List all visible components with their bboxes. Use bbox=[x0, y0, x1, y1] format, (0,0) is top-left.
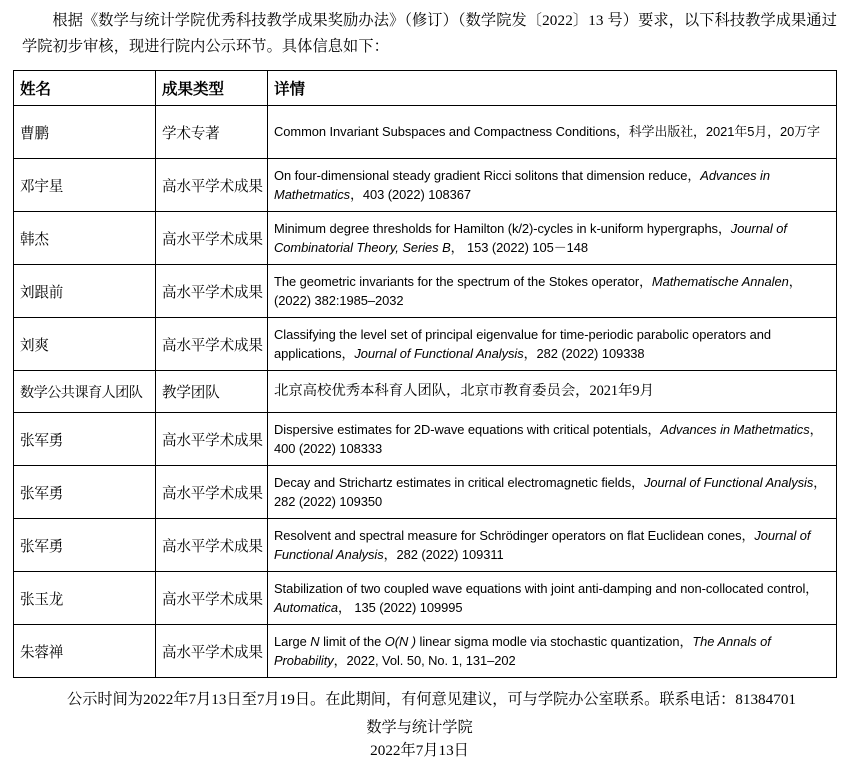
cell-type: 教学团队 bbox=[156, 371, 268, 413]
table-row bbox=[14, 106, 837, 159]
results-table bbox=[13, 70, 837, 678]
table-row bbox=[14, 159, 837, 212]
results-table-container bbox=[0, 60, 859, 678]
column-header-type: 成果类型 bbox=[156, 71, 268, 106]
table-row bbox=[14, 413, 837, 466]
cell-detail: Stabilization of two coupled wave equations with joint anti-damping and non-collocated control，Automatica， 135 (2022) 109995 bbox=[268, 572, 837, 625]
cell-type: 学术专著 bbox=[156, 106, 268, 159]
cell-name: 张军勇 bbox=[14, 413, 156, 466]
cell-name: 刘跟前 bbox=[14, 265, 156, 318]
cell-detail: Dispersive estimates for 2D-wave equations with critical potentials，Advances in Mathetmatics，400 (2022) 108333 bbox=[268, 413, 837, 466]
cell-detail: Common Invariant Subspaces and Compactness Conditions，科学出版社，2021年5月，20万字 bbox=[268, 106, 837, 159]
cell-type: 高水平学术成果 bbox=[156, 625, 268, 678]
cell-detail: Large N limit of the O(N ) linear sigma modle via stochastic quantization，The Annals of Probability，2022, Vol. 50, No. 1, 131–202 bbox=[268, 625, 837, 678]
table-row bbox=[14, 371, 837, 413]
cell-type: 高水平学术成果 bbox=[156, 413, 268, 466]
table-head bbox=[14, 71, 837, 106]
cell-name: 朱蓉禅 bbox=[14, 625, 156, 678]
intro-paragraph: 根据《数学与统计学院优秀科技教学成果奖励办法》（修订）（数学院发〔2022〕13 号）要求，以下科技教学成果通过学院初步审核，现进行院内公示环节。具体信息如下： bbox=[22, 12, 837, 55]
cell-detail: Resolvent and spectral measure for Schrödinger operators on flat Euclidean cones，Journal of Functional Analysis，282 (2022) 109311 bbox=[268, 519, 837, 572]
cell-detail: Classifying the level set of principal eigenvalue for time-periodic parabolic operators and applications，Journal of Functional Analysis，282 (2022) 109338 bbox=[268, 318, 837, 371]
cell-detail: 北京高校优秀本科育人团队，北京市教育委员会，2021年9月 bbox=[268, 371, 837, 413]
cell-type: 高水平学术成果 bbox=[156, 466, 268, 519]
cell-name: 韩杰 bbox=[14, 212, 156, 265]
cell-name: 数学公共课育人团队 bbox=[14, 371, 156, 413]
table-header-row bbox=[14, 71, 837, 106]
column-header-detail: 详情 bbox=[268, 71, 837, 106]
table-body bbox=[14, 106, 837, 678]
cell-name: 张军勇 bbox=[14, 466, 156, 519]
table-row bbox=[14, 212, 837, 265]
table-row bbox=[14, 318, 837, 371]
cell-name: 曹鹏 bbox=[14, 106, 156, 159]
cell-name: 邓宇星 bbox=[14, 159, 156, 212]
cell-type: 高水平学术成果 bbox=[156, 519, 268, 572]
public-notice-period: 公示时间为2022年7月13日至7月19日。在此期间，有何意见建议，可与学院办公室联系。联系电话：81384701 bbox=[67, 691, 796, 708]
cell-type: 高水平学术成果 bbox=[156, 212, 268, 265]
cell-detail: Decay and Strichartz estimates in critical electromagnetic fields，Journal of Functional Analysis，282 (2022) 109350 bbox=[268, 466, 837, 519]
cell-name: 刘爽 bbox=[14, 318, 156, 371]
cell-detail: On four-dimensional steady gradient Ricci solitons that dimension reduce，Advances in Mathetmatics，403 (2022) 108367 bbox=[268, 159, 837, 212]
cell-type: 高水平学术成果 bbox=[156, 159, 268, 212]
footer-block bbox=[0, 678, 859, 762]
column-header-name: 姓名 bbox=[14, 71, 156, 106]
table-row bbox=[14, 625, 837, 678]
cell-detail: Minimum degree thresholds for Hamilton (k/2)-cycles in k-uniform hypergraphs，Journal of Combinatorial Theory, Series B， 153 (2022) 105－148 bbox=[268, 212, 837, 265]
cell-name: 张玉龙 bbox=[14, 572, 156, 625]
table-row bbox=[14, 519, 837, 572]
table-row bbox=[14, 466, 837, 519]
cell-type: 高水平学术成果 bbox=[156, 318, 268, 371]
table-row bbox=[14, 265, 837, 318]
signature-block bbox=[22, 712, 837, 762]
cell-detail: The geometric invariants for the spectrum of the Stokes operator，Mathematische Annalen，(2022) 382:1985–2032 bbox=[268, 265, 837, 318]
cell-type: 高水平学术成果 bbox=[156, 265, 268, 318]
cell-type: 高水平学术成果 bbox=[156, 572, 268, 625]
issuing-department: 数学与统计学院 bbox=[366, 719, 473, 736]
issue-date: 2022年7月13日 bbox=[370, 742, 469, 759]
cell-name: 张军勇 bbox=[14, 519, 156, 572]
table-row bbox=[14, 572, 837, 625]
